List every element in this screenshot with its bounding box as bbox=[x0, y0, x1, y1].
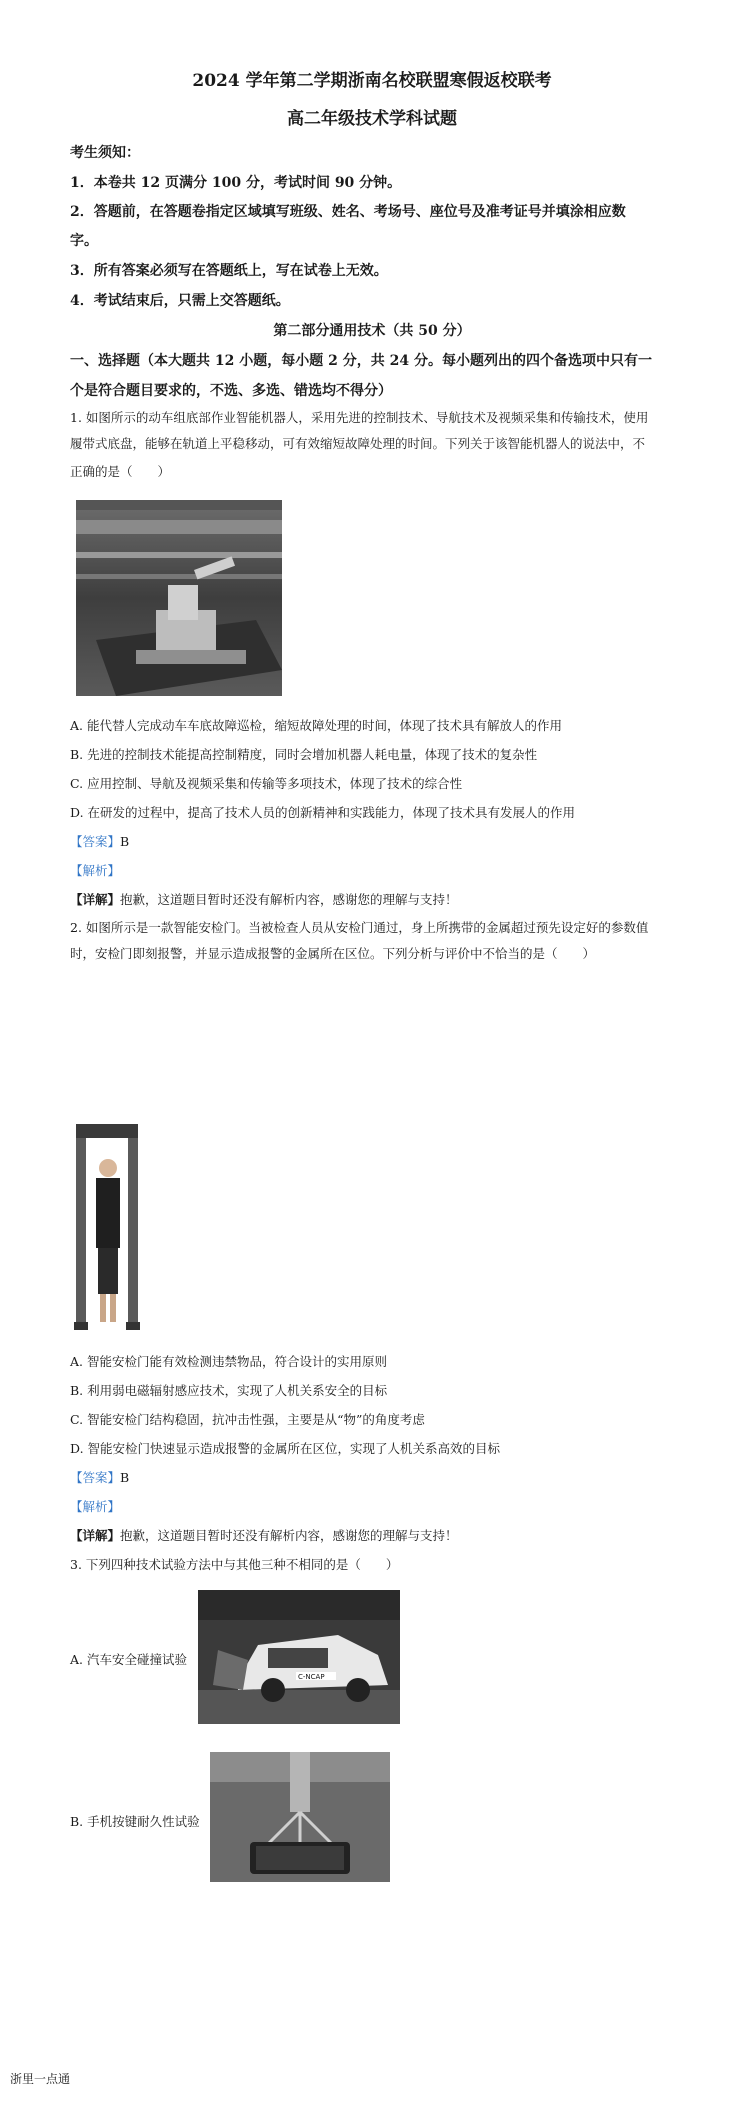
detail-line bbox=[70, 890, 458, 908]
option-d: D. 智能安检门快速显示造成报警的金属所在区位，实现了人机关系高效的目标 bbox=[70, 1441, 501, 1456]
question-stem: 正确的是（ ） bbox=[70, 464, 171, 479]
question-stem: 3. 下列四种技术试验方法中与其他三种不相同的是（ ） bbox=[70, 1557, 399, 1572]
notice-item: 4．考试结束后，只需上交答题纸。 bbox=[70, 293, 290, 309]
car-badge: C-NCAP bbox=[298, 1673, 325, 1681]
option-b: B. 先进的控制技术能提高控制精度，同时会增加机器人耗电量，体现了技术的复杂性 bbox=[70, 747, 538, 762]
detail-line bbox=[70, 1526, 458, 1544]
car-crash-photo bbox=[198, 1590, 400, 1724]
answer-line bbox=[70, 1468, 129, 1486]
answer-value: B bbox=[120, 834, 130, 849]
option-d: D. 在研发的过程中，提高了技术人员的创新精神和实践能力，体现了技术具有发展人的作用 bbox=[70, 805, 576, 820]
notice-heading: 考生须知： bbox=[70, 145, 140, 161]
answer-label: 【答案】 bbox=[70, 1470, 121, 1485]
notice-item: 2．答题前，在答题卷指定区域填写班级、姓名、考场号、座位号及准考证号并填涂相应数 bbox=[70, 204, 626, 220]
section-title: 第二部分通用技术（共 50 分） bbox=[273, 323, 471, 339]
option-b: B. 手机按键耐久性试验 bbox=[70, 1814, 200, 1829]
option-c: C. 应用控制、导航及视频采集和传输等多项技术，体现了技术的综合性 bbox=[70, 776, 463, 791]
security-gate-photo bbox=[74, 1124, 142, 1332]
option-b: B. 利用弱电磁辐射感应技术，实现了人机关系安全的目标 bbox=[70, 1383, 388, 1398]
detail-label: 【详解】 bbox=[70, 1528, 121, 1543]
option-a: A. 智能安检门能有效检测违禁物品，符合设计的实用原则 bbox=[70, 1354, 387, 1369]
option-a: A. 能代替人完成动车车底故障巡检，缩短故障处理的时间，体现了技术具有解放人的作用 bbox=[70, 718, 562, 733]
option-c: C. 智能安检门结构稳固，抗冲击性强，主要是从“物”的角度考虑 bbox=[70, 1412, 425, 1427]
question-stem: 2. 如图所示是一款智能安检门。当被检查人员从安检门通过，身上所携带的金属超过预先设定好的参数值 bbox=[70, 920, 649, 935]
answer-label: 【答案】 bbox=[70, 834, 121, 849]
question-stem: 履带式底盘，能够在轨道上平稳移动，可有效缩短故障处理的时间。下列关于该智能机器人的说法中，不 bbox=[70, 436, 646, 451]
notice-item: 1．本卷共 12 页满分 100 分，考试时间 90 分钟。 bbox=[70, 175, 402, 191]
exam-title: 2024 学年第二学期浙南名校联盟寒假返校联考 bbox=[192, 71, 552, 91]
detail-text: 抱歉，这道题目暂时还没有解析内容，感谢您的理解与支持！ bbox=[120, 892, 458, 907]
answer-line bbox=[70, 832, 129, 850]
analysis-label: 【解析】 bbox=[70, 1499, 121, 1514]
footer-text: 浙里一点通 bbox=[10, 2072, 71, 2086]
detail-text: 抱歉，这道题目暂时还没有解析内容，感谢您的理解与支持！ bbox=[120, 1528, 458, 1543]
detail-label: 【详解】 bbox=[70, 892, 121, 907]
robot-photo bbox=[76, 500, 282, 696]
notice-item: 3．所有答案必须写在答题纸上，写在试卷上无效。 bbox=[70, 263, 388, 279]
answer-value: B bbox=[120, 1470, 130, 1485]
section-instructions: 个是符合题目要求的，不选、多选、错选均不得分） bbox=[70, 383, 392, 399]
exam-subtitle: 高二年级技术学科试题 bbox=[287, 109, 457, 129]
question-stem: 1. 如图所示的动车组底部作业智能机器人，采用先进的控制技术、导航技术及视频采集和传输技术，使用 bbox=[70, 410, 649, 425]
question-stem: 时，安检门即刻报警，并显示造成报警的金属所在区位。下列分析与评价中不恰当的是（ ） bbox=[70, 946, 596, 961]
section-instructions: 一、选择题（本大题共 12 小题，每小题 2 分，共 24 分。每小题列出的四个备选项中只有一 bbox=[70, 353, 652, 369]
notice-item: 字。 bbox=[70, 233, 98, 249]
analysis-label: 【解析】 bbox=[70, 863, 121, 878]
option-a: A. 汽车安全碰撞试验 bbox=[70, 1652, 187, 1667]
phone-test-photo bbox=[210, 1752, 390, 1882]
